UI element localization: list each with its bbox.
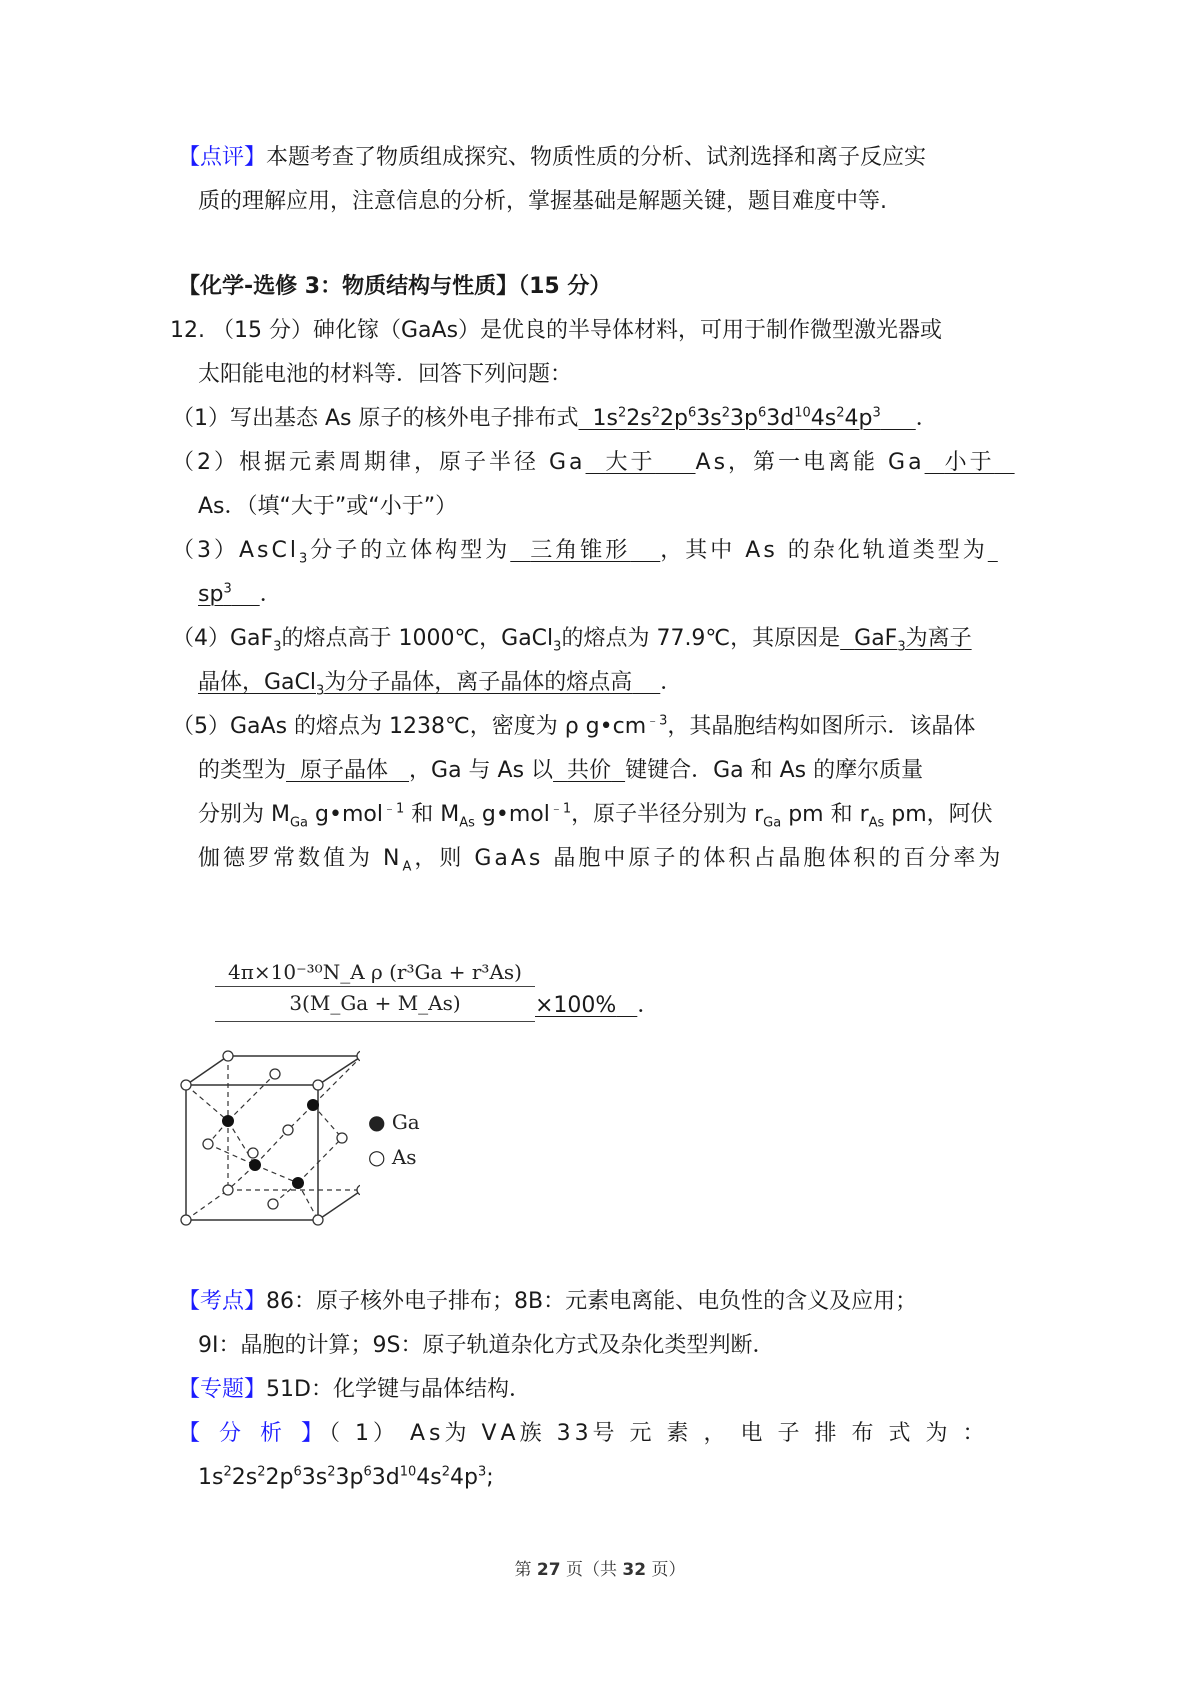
q3-line-2: $sp^3$ ． xyxy=(198,581,282,607)
q1-config-orbital: 3d xyxy=(766,406,795,431)
fenxi-config-orbital: 2s xyxy=(231,1465,258,1490)
question-number: 12. xyxy=(170,318,205,343)
fenxi-config-electron-count: 6 xyxy=(293,1464,302,1480)
q2-answer-1: 大于 xyxy=(605,450,656,475)
fenxi-config-orbital: 4s xyxy=(416,1465,442,1490)
review-line-1 xyxy=(178,143,926,173)
fenxi-config-orbital: 2p xyxy=(265,1465,294,1490)
q4-answer-part-1: GaF$_3$为离子 xyxy=(854,626,972,655)
zhuanti-tag: 【专题】 xyxy=(178,1377,267,1402)
review-text-1: 本题考查了物质组成探究、物质性质的分析、试剂选择和离子反应实 xyxy=(266,145,927,170)
review-line-2 xyxy=(198,187,887,217)
q3-text-2: ，其中 As 的杂化轨道类型为 xyxy=(660,538,988,563)
page-footer: 第 27 页（共 32 页） xyxy=(514,1560,686,1580)
fenxi-config-electron-count: 10 xyxy=(399,1464,417,1480)
kaodian-line-2: 9I：晶胞的计算；9S：原子轨道杂化方式及杂化类型判断． xyxy=(198,1333,775,1358)
q5-line-4: 伽德罗常数值为 $N_A$，则 GaAs 晶胞中原子的体积占晶胞体积的百分率为 xyxy=(198,846,1004,875)
fenxi-config-electron-count: 3 xyxy=(477,1464,487,1480)
formula-denominator: 3(M_Ga + M_As) xyxy=(215,987,535,1022)
fenxi-line-1: 【 分 析 】（ 1） As为 ⅤA族 33号 元 素 ， 电 子 排 布 式 为 ： xyxy=(178,1421,989,1446)
q1-config-orbital: 3p xyxy=(730,406,758,431)
filled-circle-icon: ● xyxy=(368,1110,386,1134)
fenxi-config-orbital: 3p xyxy=(335,1465,364,1490)
q1-line xyxy=(172,404,938,434)
q3-text-1: 分子的立体构型为 xyxy=(310,538,511,563)
q1-config-electron-count: 2 xyxy=(721,405,730,421)
q1-config-orbital: 2p xyxy=(660,406,688,431)
q5-line-3: 分别为 $M_{Ga}$ g•mol$^{﹣1}$ 和 $M_{As}$ g•mol$^{﹣1}$，原子半径分别为 $r_{Ga}$ pm 和 $r_{As}$ pm，阿伏 xyxy=(198,801,993,831)
fenxi-config-electron-count: 6 xyxy=(363,1464,372,1480)
q5-line-1: （5）GaAs 的熔点为 1238℃，密度为 ρ $g•cm^{﹣3}$，其晶胞结构如图所示．该晶体 xyxy=(172,713,976,739)
zhuanti-line: 【专题】51D：化学键与晶体结构． xyxy=(178,1377,531,1402)
cube-edges xyxy=(186,1056,360,1220)
legend-ga: ● Ga xyxy=(368,1110,420,1134)
fenxi-config-electron-count: 2 xyxy=(327,1464,336,1480)
q2-answer-2: 小于 xyxy=(944,450,995,475)
q1-answer xyxy=(579,406,916,431)
formula-numerator: 4π×10⁻³⁰N_A ρ (r³Ga + r³As) xyxy=(215,960,535,987)
q5-line-2: 的类型为 原子晶体 ，Ga 与 As 以 共价 键键合．Ga 和 As 的摩尔质量 xyxy=(198,758,924,783)
q1-prefix: （1）写出基态 As 原子的核外电子排布式 xyxy=(172,406,579,431)
q4-answer-part-2: 晶体，GaCl$_3$为分子晶体，离子晶体的熔点高 xyxy=(198,670,633,699)
q1-config-electron-count: 6 xyxy=(687,405,697,421)
q3-answer-1: 三角锥形 xyxy=(530,538,631,563)
fenxi-tag: 【 分 析 】 xyxy=(178,1421,329,1446)
total-pages: 32 xyxy=(622,1560,647,1580)
q5-formula-answer xyxy=(215,960,535,1022)
section-title: 【化学-选修 3：物质结构与性质】（15 分） xyxy=(178,274,612,299)
open-circle-icon: ○ xyxy=(368,1145,386,1169)
fenxi-config-electron-count: 2 xyxy=(257,1464,266,1480)
gaas-unit-cell-diagram xyxy=(160,1050,360,1230)
q4-line-1: （4）GaF$_3$的熔点高于 1000℃，GaCl$_3$的熔点为 77.9℃，其原因是 GaF$_3$为离子 xyxy=(172,626,972,655)
as-atoms xyxy=(181,1051,360,1225)
fenxi-config-orbital: 3s xyxy=(301,1465,328,1490)
q1-config-electron-count: 2 xyxy=(836,405,845,421)
review-text-2: 质的理解应用，注意信息的分析，掌握基础是解题关键，题目难度中等. xyxy=(198,189,887,214)
q1-suffix: ． xyxy=(915,406,938,431)
current-page: 27 xyxy=(536,1560,561,1580)
q2-middle: As，第一电离能 Ga xyxy=(695,450,925,475)
q1-config-electron-count: 2 xyxy=(617,405,627,421)
q1-config-electron-count: 3 xyxy=(872,405,881,421)
q1-config-orbital: 3s xyxy=(696,406,722,431)
q1-config-electron-count: 2 xyxy=(651,405,660,421)
kaodian-line-1: 【考点】86：原子核外电子排布；8B：元素电离能、电负性的含义及应用； xyxy=(178,1289,918,1314)
q1-config-electron-count: 6 xyxy=(757,405,767,421)
q5-answer-2: 共价 xyxy=(567,758,612,783)
q1-config-orbital: 1s xyxy=(592,406,618,431)
q2-line-2: As．（填“大于”或“小于”） xyxy=(198,494,458,519)
fenxi-config-electron-count: 2 xyxy=(441,1464,451,1480)
fenxi-line-2: $1s^22s^22p^63s^23p^63d^{10}4s^24p^3$; xyxy=(198,1464,494,1490)
kaodian-tag: 【考点】 xyxy=(178,1289,267,1314)
fenxi-config-electron-count: 2 xyxy=(223,1464,232,1480)
q1-config-electron-count: 10 xyxy=(794,405,811,421)
q1-config-orbital: 4s xyxy=(810,406,837,431)
fenxi-config-orbital: 3d xyxy=(371,1465,400,1490)
q1-config-orbital: 4p xyxy=(844,406,873,431)
fenxi-config-orbital: 1s xyxy=(198,1465,224,1490)
q4-line-2: 晶体，GaCl$_3$为分子晶体，离子晶体的熔点高 ． xyxy=(198,670,683,699)
formula-tail: ×100% ． xyxy=(535,993,660,1018)
q2-line-1 xyxy=(172,448,1015,478)
hidden-edges xyxy=(186,1056,360,1220)
question-stem-text-1: （15 分）砷化镓（GaAs）是优良的半导体材料，可用于制作微型激光器或 xyxy=(212,318,943,343)
question-stem-line-1 xyxy=(170,316,942,346)
q3-line-1: （3）AsCl$_3$分子的立体构型为 三角锥形 ，其中 As 的杂化轨道类型为 xyxy=(172,538,988,567)
q1-config-orbital: 2s xyxy=(626,406,652,431)
q5-answer-1: 原子晶体 xyxy=(300,758,389,783)
review-tag: 【点评】 xyxy=(178,145,267,170)
q2-prefix: （2）根据元素周期律，原子半径 Ga xyxy=(172,450,586,475)
legend-as: ○ As xyxy=(368,1145,417,1169)
fenxi-config-orbital: 4p xyxy=(450,1465,478,1490)
question-stem-line-2: 太阳能电池的材料等．回答下列问题： xyxy=(198,362,573,387)
q3-answer-2: $sp^3$ xyxy=(198,581,232,607)
